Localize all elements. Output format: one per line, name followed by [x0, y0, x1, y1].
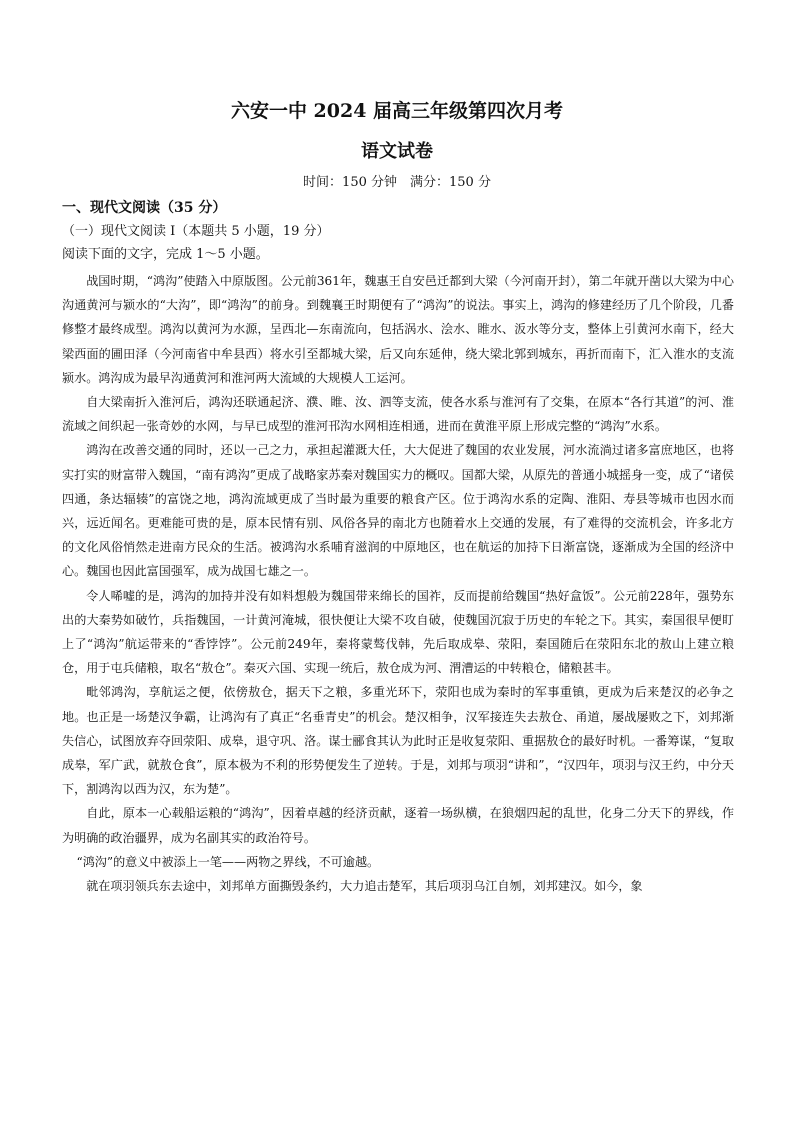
- passage-paragraph: “鸿沟”的意义中被添上一笔——两物之界线，不可逾越。: [76, 854, 380, 869]
- section-heading: 一、现代文阅读（35 分）: [62, 200, 227, 216]
- reading-instruction: 阅读下面的文字，完成 1～5 小题。: [62, 247, 269, 262]
- passage-paragraph: 自大梁南折入淮河后，鸿沟还联通起济、濮、睢、汝、泗等支流，使各水系与淮河有了交集，在原本“各行其道”的河、淮流域之间织起一张奇妙的水网，与早已成型的淮河邗沟水网相连相通，进而在黄淮平原上形成完整的“鸿沟”水系。: [62, 395, 734, 434]
- passage-paragraph: 鸿沟在改善交通的同时，还以一己之力，承担起灌溉大任，大大促进了魏国的农业发展，河水流淌过诸多富庶地区，也将实打实的财富带入魏国，“南有鸿沟”更成了战略家苏秦对魏国实力的概叹。国都大梁，从原先的普通小城摇身一变，成了“诸侯四通，条达辐辏”的富饶之地，鸿沟流域更成了当时最为重要的粮食产区。位于鸿沟水系的定陶、淮阳、寿县等城市也因水而兴，远近闻名。更难能可贵的是，原本民情有别、风俗各异的南北方也随着水上交通的发展，有了难得的交流机会，许多北方的文化风俗悄然走进南方民众的生活。被鸿沟水系哺育滋润的中原地区，也在航运的加持下日渐富饶，逐渐成为全国的经济中心。魏国也因此富国强军，成为战国七雄之一。: [62, 443, 734, 579]
- exam-title: 六安一中 2024 届高三年级第四次月考: [230, 100, 564, 122]
- passage-paragraph: 就在项羽领兵东去途中，刘邦单方面撕毁条约，大力追击楚军，其后项羽乌江自刎，刘邦建汉。如今，象: [86, 879, 643, 894]
- passage-paragraph: 令人唏嘘的是，鸿沟的加持并没有如料想般为魏国带来绵长的国祚，反而提前给魏国“热好盒饭”。公元前228年，强势东出的大秦势如破竹，兵指魏国，一计黄河淹城，很快便让大梁不攻自破，使魏国沉寂于历史的车轮之下。其实，秦国很早便盯上了“鸿沟”航运带来的“香饽饽”。公元前249年，秦将蒙骜伐韩，先后取成皋、荥阳，秦国随后在荥阳东北的敖山上建立粮仓，用于屯兵储粮，取名“敖仓”。秦灭六国、实现一统后，敖仓成为河、渭漕运的中转粮仓，储粮甚丰。: [62, 588, 734, 676]
- passage-paragraph: 毗邻鸿沟，享航运之便，依傍敖仓，据天下之粮，多重光环下，荥阳也成为秦时的军事重镇，更成为后来楚汉的必争之地。也正是一场楚汉争霸，让鸿沟有了真正“名垂青史”的机会。楚汉相争，汉军接连失去敖仓、甬道，屡战屡败之下，刘邦渐失信心，试图放弃夺回荥阳、成皋，退守巩、洛。谋士郦食其认为此时正是收复荥阳、重据敖仓的最好时机。一番筹谋，“复取成皋，军广武，就敖仓食”，原本极为不利的形势便发生了逆转。于是，刘邦与项羽“讲和”，“汉四年，项羽与汉王约，中分天下，割鸿沟以西为汉，东为楚”。: [62, 685, 734, 797]
- passage-paragraph: 战国时期，“鸿沟”使踏入中原版图。公元前361年，魏惠王自安邑迁都到大梁（今河南开封），第二年就开凿以大梁为中心沟通黄河与颍水的“大沟”，即“鸿沟”的前身。到魏襄王时期便有了“鸿沟”的说法。事实上，鸿沟的修建经历了几个阶段，几番修整才最终成型。鸿沟以黄河为水源，呈西北—东南流向，包括涡水、浍水、睢水、汳水等分支，整体上引黄河水南下，经大梁西面的圃田泽（今河南省中牟县西）将水引至都城大梁，后又向东延伸，绕大梁北郭到城东，再折而南下，汇入淮水的支流颍水。鸿沟成为最早沟通黄河和淮河两大流域的大规模人工运河。: [62, 274, 734, 385]
- reading-passage: [62, 269, 734, 898]
- exam-meta: 时间：150 分钟 满分：150 分: [303, 175, 491, 190]
- passage-paragraph: 自此，原本一心载船运粮的“鸿沟”，因着卓越的经济贡献，逐着一场纵横，在狼烟四起的乱世，化身二分天下的界线，作为明确的政治疆界，成为名副其实的政治符号。: [62, 806, 734, 845]
- exam-subject: 语文试卷: [361, 141, 433, 162]
- part-heading: （一）现代文阅读 I（本题共 5 小题，19 分）: [62, 224, 330, 239]
